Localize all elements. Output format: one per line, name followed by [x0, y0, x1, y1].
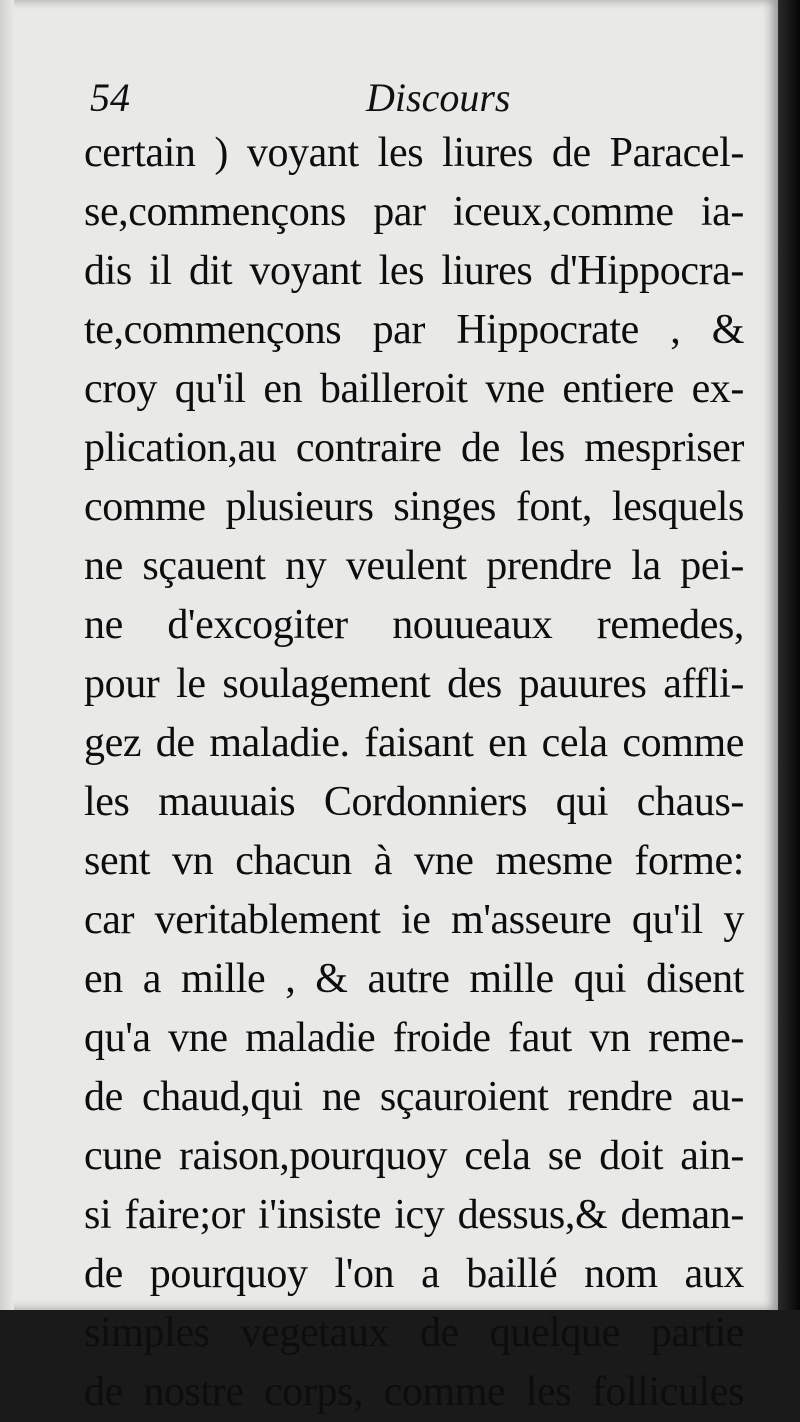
- text-line: si faire;or i'insiste icy dessus,& deman-: [84, 1192, 744, 1238]
- text-line: te,commençons par Hippocrate , &: [84, 307, 744, 353]
- text-line: gez de maladie. faisant en cela comme: [84, 720, 744, 766]
- text-line: pour le soulagement des pauures affli-: [84, 661, 744, 707]
- running-head: Discours: [366, 75, 511, 120]
- text-line: se,commençons par iceux,comme ia-: [84, 189, 744, 235]
- binding-gutter-shadow: [778, 0, 800, 1310]
- text-line: croy qu'il en bailleroit vne entiere ex-: [84, 366, 744, 412]
- text-line: ne sçauent ny veulent prendre la pei-: [84, 543, 744, 589]
- body-text: [84, 124, 744, 1422]
- text-line: de chaud,qui ne sçauroient rendre au-: [84, 1074, 744, 1120]
- text-line: de pourquoy l'on a baillé nom aux: [84, 1251, 744, 1297]
- text-line: cune raison,pourquoy cela se doit ain-: [84, 1133, 744, 1179]
- text-line: les mauuais Cordonniers qui chaus-: [84, 779, 744, 825]
- text-line: certain ) voyant les liures de Paracel-: [84, 130, 744, 176]
- text-line: comme plusieurs singes font, lesquels: [84, 484, 744, 530]
- page-header: [90, 74, 730, 124]
- text-line: de nostre corps, comme les follicules: [84, 1369, 744, 1415]
- page-left-edge: [0, 0, 14, 1310]
- text-line: sent vn chacun à vne mesme forme:: [84, 838, 744, 884]
- page-number: 54: [90, 75, 130, 120]
- text-line: dis il dit voyant les liures d'Hippocra-: [84, 248, 744, 294]
- text-line: simples vegetaux de quelque partie: [84, 1310, 744, 1356]
- text-line: qu'a vne maladie froide faut vn reme-: [84, 1015, 744, 1061]
- text-line: ne d'excogiter nouueaux remedes,: [84, 602, 744, 648]
- text-line: plication,au contraire de les mespriser: [84, 425, 744, 471]
- text-line: en a mille , & autre mille qui disent: [84, 956, 744, 1002]
- text-line: car veritablement ie m'asseure qu'il y: [84, 897, 744, 943]
